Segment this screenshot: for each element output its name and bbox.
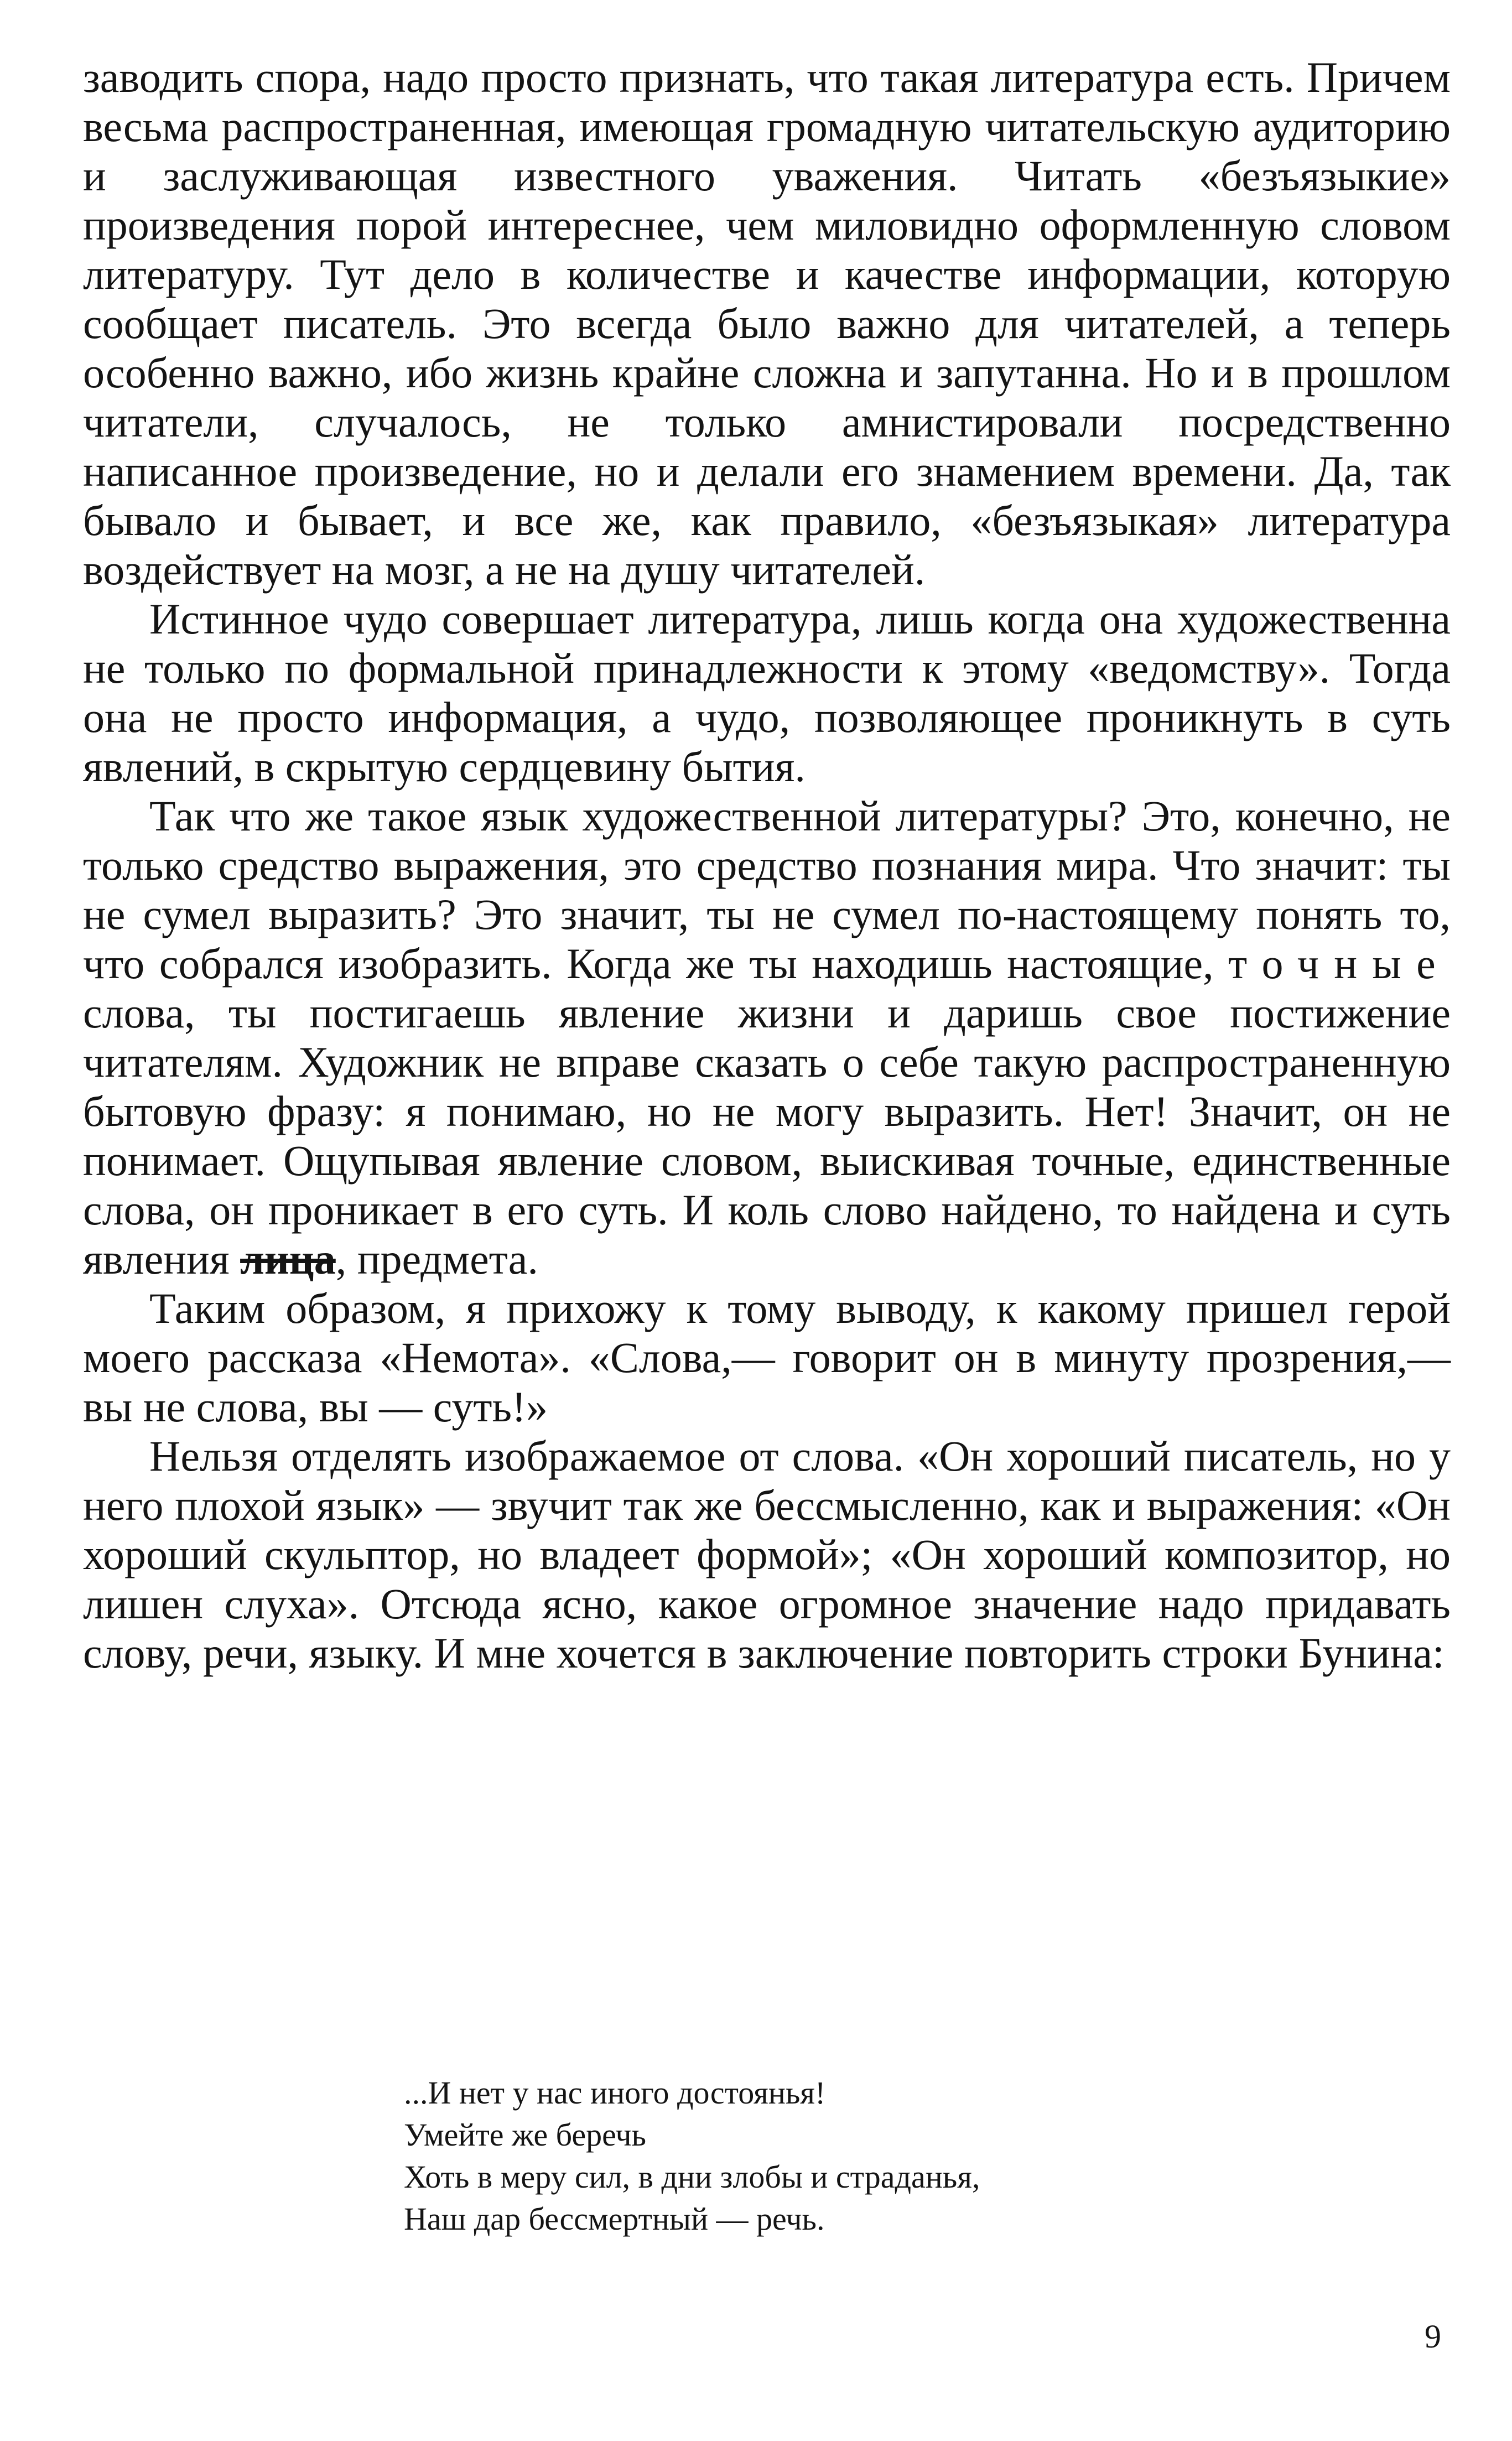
spaced-emphasis-word: точные bbox=[1228, 939, 1451, 988]
text-run: Нельзя отделять изображаемое от слова. «Он хороший писатель, но у него плохой язык» — звучит так же бессмысленно, как и выражения: «Он хороший скульптор, но владеет формой»; «Он хороший композитор, но лишен слуха». Отсюда ясно, какое огромное значение надо придавать слову, речи, языку. И мне хочется в заключение повторить строки Бунина: bbox=[83, 1432, 1451, 1677]
paragraph bbox=[83, 53, 1451, 594]
text-run: заводить спора, надо просто признать, что такая литература есть. Причем весьма распространенная, имеющая громадную читательскую аудиторию и заслуживающая известного уважения. Читать «безъязыкие» произведения порой интереснее, чем миловидно оформленную словом литературу. Тут дело в количестве и качестве информации, которую сообщает писатель. Это всегда было важно для читателей, а теперь особенно важно, ибо жизнь крайне сложна и запутанна. Но и в прошлом читатели, случалось, не только амнистировали посредственно написанное произведение, но и делали его знамением времени. Да, так бывало и бывает, и все же, как правило, «безъязыкая» литература воздействует на мозг, а не на душу читателей. bbox=[83, 53, 1451, 594]
bunin-poem-quote bbox=[404, 2072, 1344, 2240]
text-run: Таким образом, я прихожу к тому выводу, к какому пришел герой моего рассказа «Немота». «Слова,— говорит он в минуту прозрения,— вы не слова, вы — суть!» bbox=[83, 1284, 1451, 1431]
poem-line: Наш дар бессмертный — речь. bbox=[404, 2201, 825, 2237]
text-run: слова, ты постигаешь явление жизни и даришь свое постижение читателям. Художник не вправе сказать о себе такую распространенную бытовую фразу: я понимаю, но не могу выразить. Нет! Значит, он не понимает. Ощупывая явление словом, выискивая точные, единственные слова, он проникает в его суть. И коль слово найдено, то найдена и суть явления bbox=[83, 989, 1451, 1283]
paragraph bbox=[83, 594, 1451, 791]
poem-line: ...И нет у нас иного достоянья! bbox=[404, 2075, 826, 2111]
poem-line: Хоть в меру сил, в дни злобы и страданья, bbox=[404, 2159, 980, 2195]
text-run: Истинное чудо совершает литература, лишь когда она художественна не только по формальной принадлежности к этому «ведомству». Тогда она не просто информация, а чудо, позволяющее проникнуть в суть явлений, в скрытую сердцевину бытия. bbox=[83, 595, 1451, 791]
page-number: 9 bbox=[1425, 2318, 1441, 2355]
struck-out-word: лица bbox=[240, 1235, 336, 1283]
body-text bbox=[83, 53, 1451, 1677]
text-run: Так что же такое язык художественной литературы? Это, конечно, не только средство выражения, это средство познания мира. Что значит: ты не сумел выразить? Это значит, ты не сумел по-настоящему понять то, что собрался изобразить. Когда же ты находишь настоящие, bbox=[83, 792, 1451, 988]
text-run: , предмета. bbox=[335, 1235, 538, 1283]
paragraph bbox=[83, 1431, 1451, 1677]
paragraph bbox=[83, 791, 1451, 1284]
paragraph bbox=[83, 1284, 1451, 1431]
poem-line: Умейте же беречь bbox=[404, 2117, 647, 2153]
